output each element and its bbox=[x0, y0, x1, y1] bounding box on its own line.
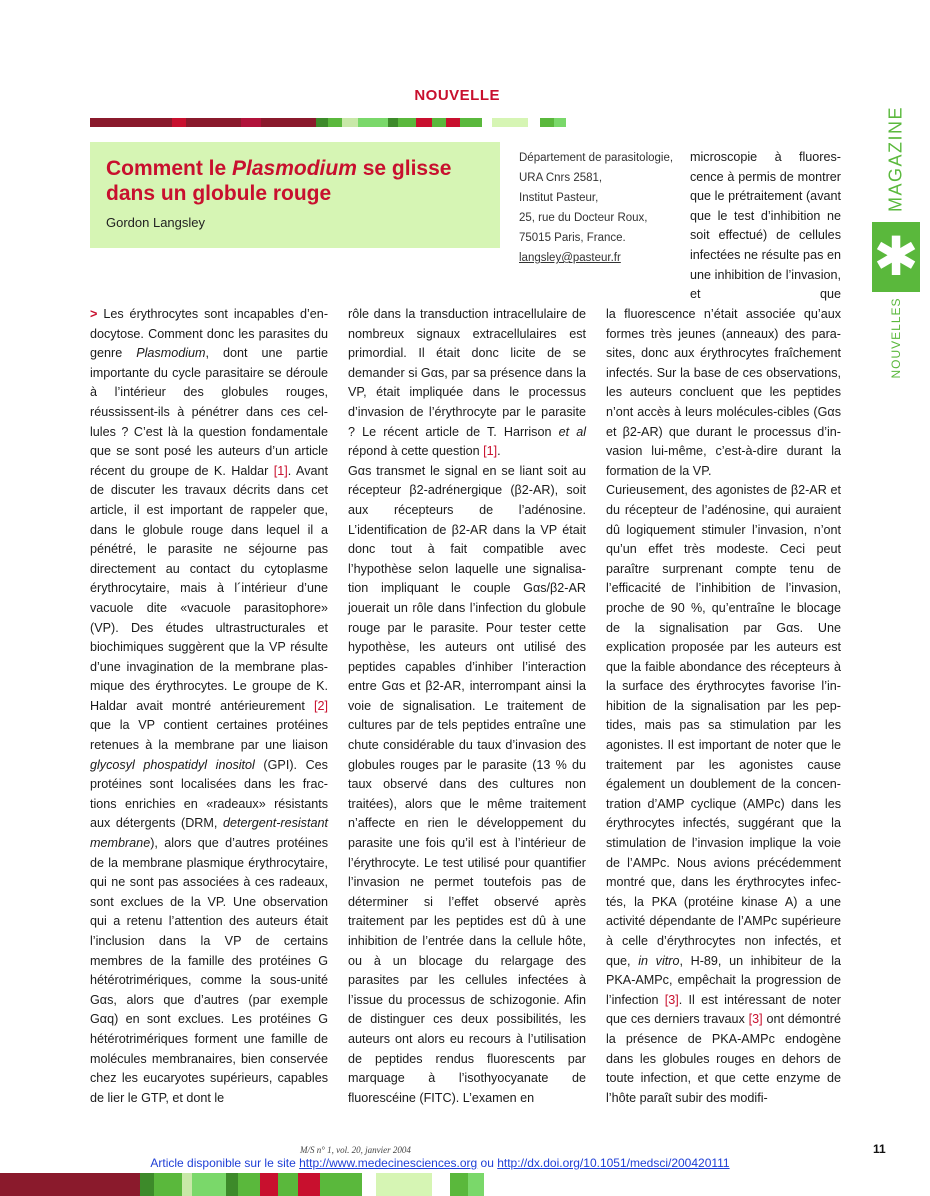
affiliation-line: Département de parasitologie, bbox=[519, 152, 674, 164]
affiliation bbox=[519, 148, 689, 268]
author: Gordon Langsley bbox=[106, 215, 206, 230]
doi-link[interactable]: http://dx.doi.org/10.1051/medsci/200420111 bbox=[497, 1156, 730, 1170]
sidebar-nouvelles-label: NOUVELLES bbox=[889, 297, 903, 379]
reference-link[interactable]: [3] bbox=[748, 1012, 763, 1027]
affiliation-line: 25, rue du Docteur Roux, bbox=[519, 212, 648, 224]
body-column-3 bbox=[606, 305, 841, 1108]
journal-reference: M/S n° 1, vol. 20, janvier 2004 bbox=[300, 1145, 411, 1155]
asterisk-badge bbox=[872, 222, 920, 292]
page-number: 11 bbox=[873, 1142, 886, 1156]
paragraph: > Les érythrocytes sont incapables d’endocytose. Comment donc les parasites du genre Plasmodium, dont une partie importante du cycle parasitaire se déroule à l’intérieur des globules rouges, réussissent-ils à pénétrer dans ces cellules ? C’est là la question fondamentale que se sont posé les auteurs d’un article récent du groupe de K. Haldar [1]. Avant de discuter les travaux décrits dans cet article, il est important de rappeler que, dans le globule rouge dans lequel il a pénétré, le parasite ne séjourne pas directement au contact du cytoplasme érythrocytaire, mais à l´intérieur d’une vacuole dite «vacuole parasitophore» (VP). Des études ultrastructurales et biochimiques suggèrent que la VP résulte d’une invagination de la membrane plasmique des érythrocytes. Le groupe de K. Haldar avait montré antérieurement [2] que la VP contient certaines protéines retenues à la membrane par une liaison glycosyl phospatidyl inositol (GPI). Ces protéines sont localisées dans les fractions enrichies en «radeaux» résistants aux détergents (DRM, detergent-resistant membrane), alors que d’autres protéines de la membrane plasmique érythrocytaire, qui ne sont pas associées à ces radeaux, sont exclues de la VP. Une observation qui a retenu l’attention des auteurs était l’inclusion dans la VP de certains membres de la famille des protéines G hétérotrimériques, comme la sous-unité Gαs, alors que d’autres (par exemple Gαq) en sont exclues. Les protéines G hétérotrimériques forment une famille de molécules membranaires, bien conservée chez les eucaryotes supérieurs, capables de lier le GTP, et dont le bbox=[90, 307, 329, 1105]
reference-link[interactable]: [1] bbox=[483, 444, 498, 459]
availability-notice: Article disponible sur le site http://www.medecinesciences.org ou http://dx.doi.org/10.1051/medsci/200420111 bbox=[150, 1156, 730, 1170]
sidebar-magazine-label: MAGAZINE bbox=[885, 105, 906, 213]
affiliation-line: 75015 Paris, France. bbox=[519, 232, 626, 244]
affiliation-line: URA Cnrs 2581, bbox=[519, 172, 603, 184]
body-column-top bbox=[690, 148, 841, 305]
section-label: NOUVELLE bbox=[414, 87, 500, 104]
header-color-stripe bbox=[90, 118, 566, 127]
reference-link[interactable]: [2] bbox=[313, 698, 328, 713]
paragraph: rôle dans la transduction intracellulaire de nombreux signaux extracellulaires est primordial. Il était donc licite de se demander si Gαs, par sa présence dans la VP, était impliquée dans le processus d’invasion de l’érythrocyte par le parasite ? Le récent article de T. Harrison et al répond à cette question [1]. bbox=[348, 307, 586, 459]
article-title: Comment le Plasmodium se glisse dans un globule rouge bbox=[106, 157, 452, 205]
email-link[interactable]: langsley@pasteur.fr bbox=[519, 252, 621, 264]
affiliation-line: Institut Pasteur, bbox=[519, 192, 599, 204]
paragraph: Gαs transmet le signal en se liant soit au récepteur β2-adrénergique (β2-AR), soit aux récepteurs de l’adénosine. L’identification de β2-AR dans la VP était donc tout à fait compatible avec l’hypothèse selon laquelle une signalisation impliquant le couple Gαs/β2-AR jouerait un rôle dans l’infection du globule rouge par le parasite. Pour tester cette hypothèse, les auteurs ont utilisé des peptides capables d’inhiber l’interaction entre Gαs et β2-AR, interrompant ainsi la voie de signalisation. Le traitement de cultures par de tels peptides entraîne une chute considérable du taux d’invasion des globules rouges par le parasite (13 % du taux observé dans des cultures non traitées), alors que le même traitement n’affecte en rien le développement du parasite une fois qu’il est à l’intérieur de l’érythrocyte. Le test utilisé pour quantifier l’invasion ne permet toutefois pas de déterminer si l’effet observé après traitement par les peptides est dû à une inhibition de l’entrée dans la cellule hôte, ou à un blocage du relargage des parasites par les cellules infectées à l’issue du processus de schizogonie. Afin de distinguer ces deux possibilités, les auteurs ont alors eu recours à l’utilisation de peptides rendus fluorescents par marquage à l’isothyocyanate de fluorescéine (FITC). L’examen en bbox=[348, 463, 586, 1105]
paragraph: Curieusement, des agonistes de β2-AR et du récepteur de l’adénosine, qui auraient dû logiquement stimuler l’invasion, n’ont qu’un effet très modeste. Ceci peut paraître surprenant compte tenu de l’efficacité de l’inhibition de l’invasion, proche de 90 %, qu’entraîne le blocage de la signalisation par Gαs. Une explication proposée par les auteurs est que la faible abondance des récepteurs à la surface des érythrocytes favorise l’inhibition de la signalisation par les peptides, mais pas sa stimulation par les agonistes. Il est important de noter que le traitement par les agonistes cause également un doublement de la concentration d’AMP cyclique (AMPc) dans les érythrocytes infectés, suggérant que la stimulation de l’invasion implique la voie de l’AMPc. Nous avions précédemment montré que, dans les érythrocytes infectés, la PKA (protéine kinase A) a une activité dépendante de l’AMPc supérieure à celle d’érythrocytes non infectés, et que, in vitro, H-89, un inhibiteur de la PKA-AMPc, empêchait la progression de l’infection [3]. Il est intéressant de noter que ces derniers travaux [3] ont démontré la présence de PKA-AMPc endogène dans les globules rouges en dehors de toute infection, et que cette enzyme de l’hôte paraît subir des modifi- bbox=[606, 483, 842, 1105]
body-column-1 bbox=[90, 305, 328, 1108]
footer-color-stripe bbox=[0, 1173, 484, 1196]
reference-link[interactable]: [1] bbox=[273, 463, 288, 478]
paragraph: microscopie à fluorescence à permis de montrer que le prétraitement (avant que le test d’inhibition ne soit effectué) de cellules infectées ne résulte pas en une inhibition de l’invasion, et que bbox=[690, 150, 841, 302]
paragraph: la fluorescence n’était associée qu’aux formes très jeunes (anneaux) des parasites, donc aux érythrocytes fraîchement infectés. Sur la base de ces observations, les auteurs concluent que les peptides n’ont accès à leurs molécules-cibles (Gαs et β2-AR) que durant le processus d’invasion lui-même, c’est-à-dire durant la formation de la VP. bbox=[606, 307, 841, 478]
site-link[interactable]: http://www.medecinesciences.org bbox=[299, 1156, 478, 1170]
body-column-2 bbox=[348, 305, 586, 1108]
asterisk-icon: ✱ bbox=[873, 225, 919, 288]
reference-link[interactable]: [3] bbox=[664, 992, 679, 1007]
title-box bbox=[90, 142, 500, 248]
arrow-icon: > bbox=[90, 307, 98, 321]
